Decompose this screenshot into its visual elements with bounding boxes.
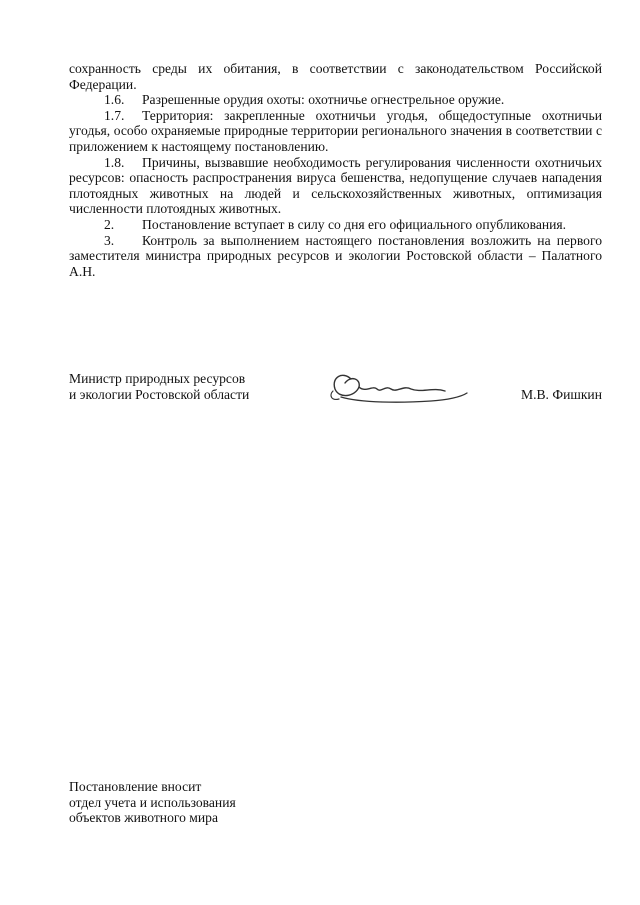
footer-line: объектов животного мира xyxy=(69,810,218,826)
signer-name: М.В. Фишкин xyxy=(521,387,602,402)
paragraph-text: Контроль за выполнением настоящего постановления возложить на первого заместителя министра природных ресурсов и экологии Ростовской области – Палатного А.Н. xyxy=(69,232,602,279)
paragraph-number: 3. xyxy=(104,232,115,248)
signer-title-line: Министр природных ресурсов xyxy=(69,371,246,386)
paragraph-1-8 xyxy=(69,155,602,217)
footer-note xyxy=(69,779,236,826)
paragraph-1-7 xyxy=(69,108,602,155)
document-body xyxy=(69,61,602,279)
signer-title-line: и экологии Ростовской области xyxy=(69,386,250,402)
paragraph-number: 1.8. xyxy=(104,154,125,170)
signer-title xyxy=(69,371,249,402)
paragraph-text: Территория: закрепленные охотничьи угодья, общедоступные охотничьи угодья, особо охраняемые природные территории регионального значения в соответствии с приложением к настоящему постановлению. xyxy=(69,107,602,154)
paragraph-number: 1.7. xyxy=(104,107,125,123)
paragraph-continuation xyxy=(69,61,602,92)
signature-block xyxy=(69,371,602,419)
paragraph-3 xyxy=(69,233,602,280)
paragraph-number: 2. xyxy=(104,216,115,232)
footer-line: Постановление вносит xyxy=(69,779,202,794)
paragraph-text: Постановление вступает в силу со дня его официального опубликования. xyxy=(142,216,567,232)
paragraph-text: Разрешенные орудия охоты: охотничье огнестрельное оружие. xyxy=(142,92,505,108)
paragraph-text: Причины, вызвавшие необходимость регулирования численности охотничьих ресурсов: опасность распространения вируса бешенства, недопущение случаев нападения плотоядных животных на людей и сельскохозяйственных животных, оптимизация численности плотоядных животных. xyxy=(69,154,602,217)
paragraph-number: 1.6. xyxy=(104,92,125,108)
paragraph-text: сохранность среды их обитания, в соответствии с законодательством Российской Федерации. xyxy=(69,61,602,92)
paragraph-2 xyxy=(69,217,602,233)
footer-line: отдел учета и использования xyxy=(69,794,236,810)
paragraph-1-6 xyxy=(69,92,602,108)
handwritten-signature xyxy=(321,363,471,415)
